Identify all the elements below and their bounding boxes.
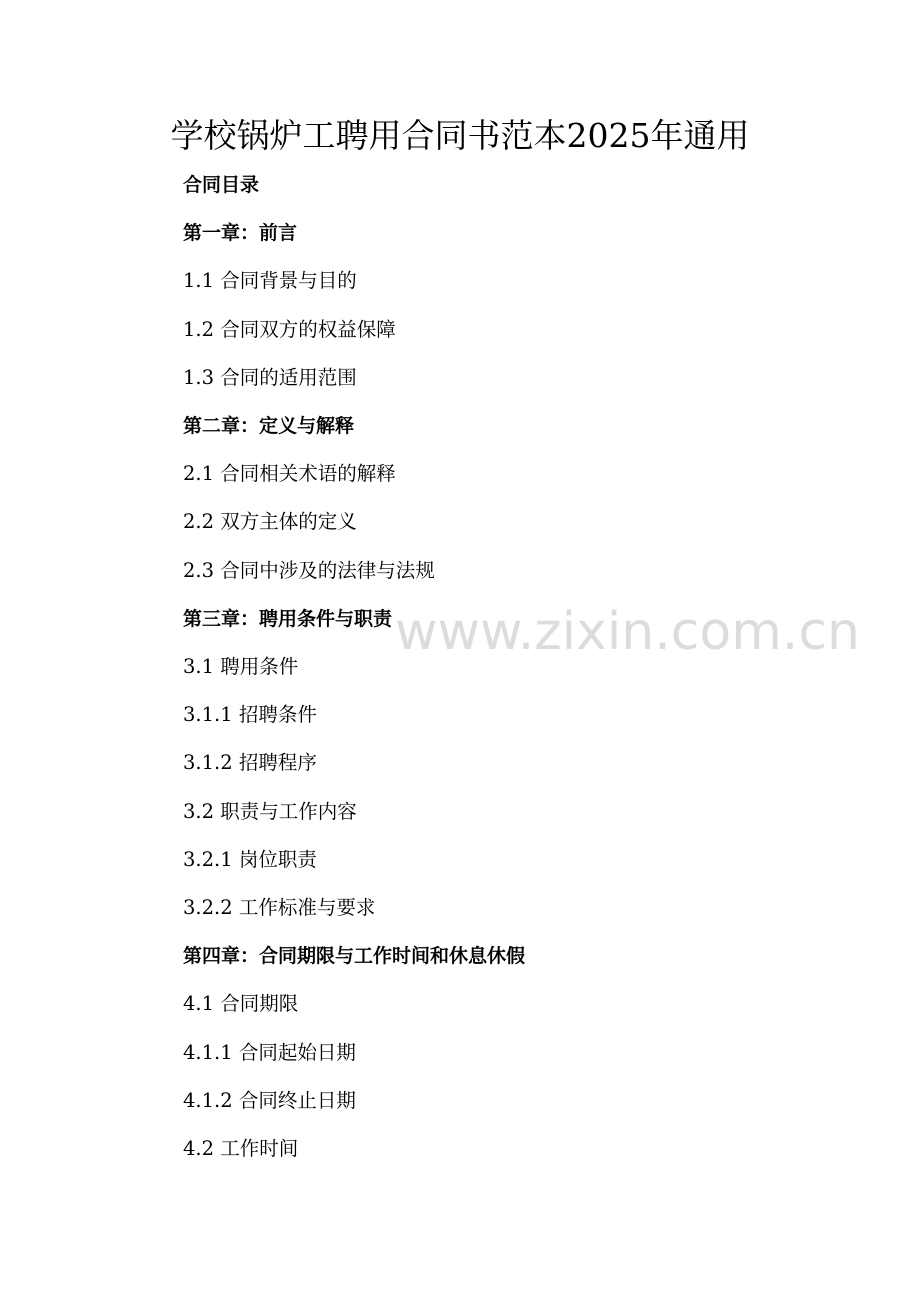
toc-heading: 第三章：聘用条件与职责 [183, 608, 393, 630]
toc-item: 2.2 双方主体的定义 [183, 510, 357, 533]
toc-heading: 第四章：合同期限与工作时间和休息休假 [183, 945, 526, 967]
toc-item: 3.1.1 招聘条件 [183, 703, 317, 726]
toc-heading: 第二章：定义与解释 [183, 415, 355, 437]
toc-item: 3.2.2 工作标准与要求 [183, 896, 376, 919]
toc-item: 3.2.1 岗位职责 [183, 848, 317, 871]
toc-item: 1.3 合同的适用范围 [183, 366, 357, 389]
document-title: 学校锅炉工聘用合同书范本2025年通用 [170, 116, 750, 155]
watermark: www.zixin.com.cn [395, 602, 860, 662]
toc-item: 4.2 工作时间 [183, 1137, 299, 1160]
toc-item: 2.3 合同中涉及的法律与法规 [183, 559, 435, 582]
toc-item: 2.1 合同相关术语的解释 [183, 462, 396, 485]
toc-item: 4.1.1 合同起始日期 [183, 1041, 356, 1064]
toc-item: 3.1 聘用条件 [183, 655, 299, 678]
toc-heading: 合同目录 [183, 174, 260, 196]
toc-item: 3.2 职责与工作内容 [183, 800, 357, 823]
toc-heading: 第一章：前言 [183, 222, 298, 244]
toc-item: 4.1.2 合同终止日期 [183, 1089, 356, 1112]
toc-item: 3.1.2 招聘程序 [183, 751, 317, 774]
toc-item: 4.1 合同期限 [183, 992, 299, 1015]
toc-item: 1.1 合同背景与目的 [183, 269, 357, 292]
toc-item: 1.2 合同双方的权益保障 [183, 318, 396, 341]
